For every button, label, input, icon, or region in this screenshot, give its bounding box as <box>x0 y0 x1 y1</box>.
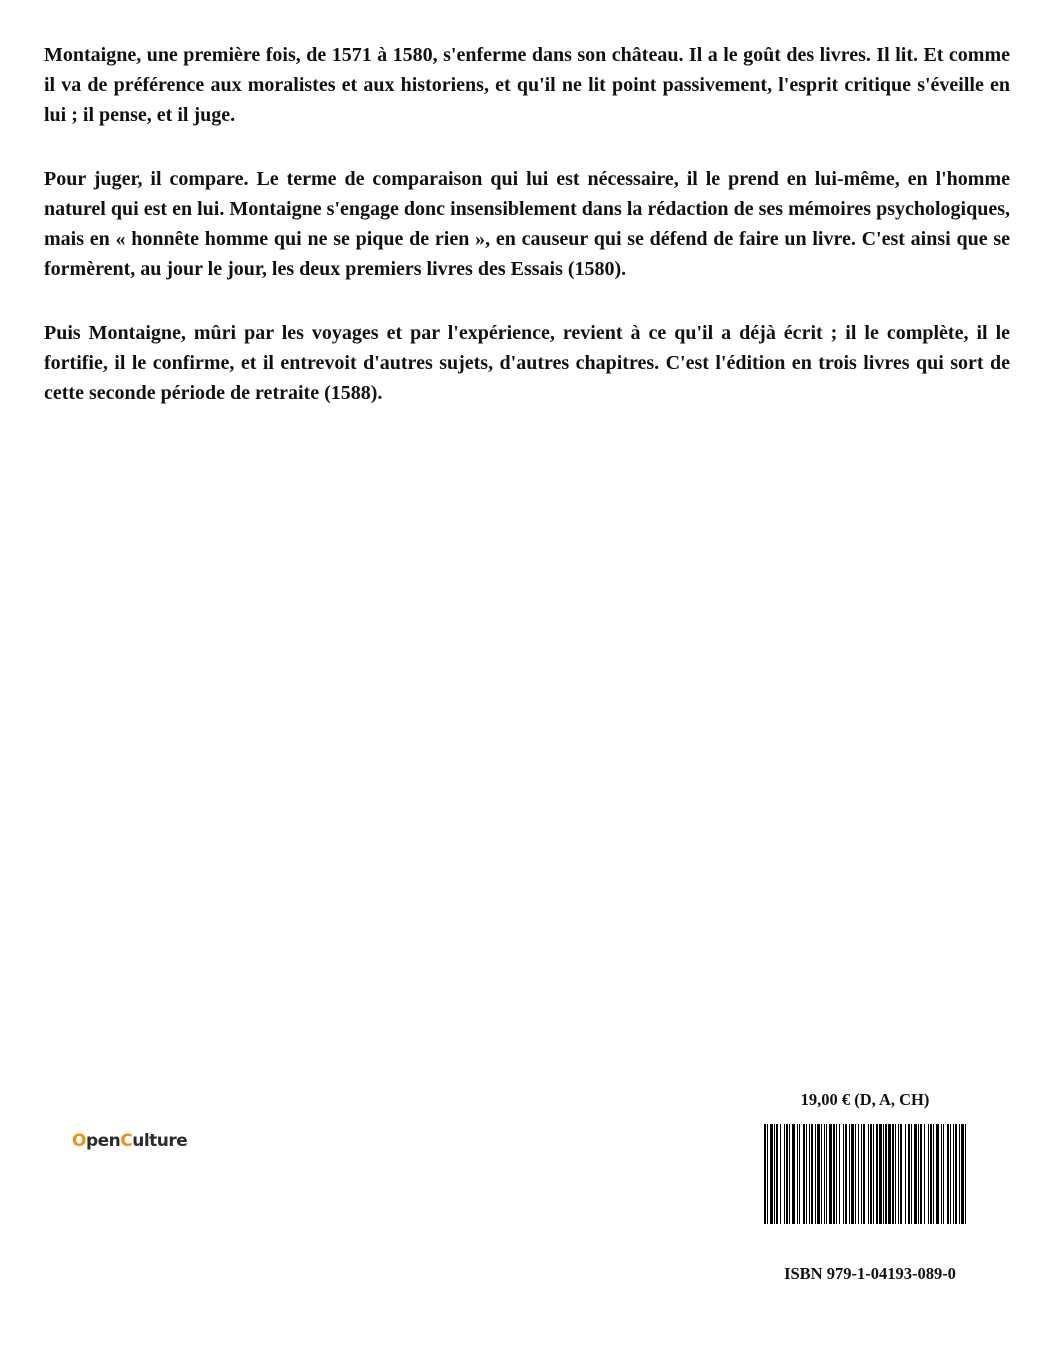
barcode-bar <box>858 1124 859 1224</box>
barcode-bar <box>914 1124 917 1224</box>
barcode-bar <box>885 1124 887 1224</box>
publisher-logo <box>72 1131 187 1151</box>
barcode-bar <box>786 1124 788 1224</box>
barcode-bar <box>943 1124 944 1224</box>
barcode-bar <box>918 1124 919 1224</box>
barcode-bar <box>849 1124 850 1224</box>
barcode-bar <box>803 1124 805 1224</box>
barcode-bar <box>806 1124 807 1224</box>
barcode-bar <box>953 1124 954 1224</box>
barcode-bar <box>767 1124 768 1224</box>
back-cover-text <box>44 40 1010 442</box>
barcode-bar <box>780 1124 781 1224</box>
barcode-bar <box>789 1124 790 1224</box>
barcode-bar <box>898 1124 899 1224</box>
logo-accent-c: C <box>120 1131 133 1151</box>
barcode-bar <box>821 1124 822 1224</box>
barcode-bar <box>836 1124 837 1224</box>
barcode-bar <box>883 1124 884 1224</box>
barcode-bar <box>764 1124 766 1224</box>
barcode-bar <box>868 1124 869 1224</box>
barcode-bar <box>799 1124 800 1224</box>
barcode-bar <box>811 1124 813 1224</box>
barcode-bar <box>959 1124 960 1224</box>
logo-accent-o: O <box>72 1131 86 1151</box>
barcode-bar <box>809 1124 810 1224</box>
barcode-bar <box>870 1124 872 1224</box>
barcode-bar <box>947 1124 949 1224</box>
barcode-bar <box>876 1124 878 1224</box>
barcode-bar <box>936 1124 939 1224</box>
barcode-bar <box>933 1124 934 1224</box>
barcode-bar <box>776 1124 778 1224</box>
barcode-bar <box>930 1124 932 1224</box>
barcode-bar <box>770 1124 773 1224</box>
barcode-bar <box>908 1124 910 1224</box>
barcode-bar <box>855 1124 856 1224</box>
barcode-bar <box>965 1124 966 1224</box>
paragraph-2: Pour juger, il compare. Le terme de comparaison qui lui est nécessaire, il le prend en lui-même, en l'homme naturel qui est en lui. Montaigne s'engage donc insensiblement dans la rédaction de ses mémoires psychologiques, mais en « honnête homme qui ne se pique de rien », en causeur qui se défend de faire un livre. C'est ainsi que se formèrent, au jour le jour, les deux premiers livres des Essais (1580). <box>44 168 1010 280</box>
barcode-bar <box>843 1124 844 1224</box>
paragraph-1: Montaigne, une première fois, de 1571 à 1580, s'enferme dans son château. Il a le goût des livres. Il lit. Et comme il va de préférence aux moralistes et aux historiens, et qu'il ne lit point passivement, l'esprit critique s'éveille en lui ; il pense, et il juge. <box>44 44 1010 126</box>
barcode-bar <box>797 1124 798 1224</box>
isbn-label: ISBN 979-1-04193-089-0 <box>784 1264 956 1283</box>
barcode-bar <box>829 1124 832 1224</box>
barcode-bar <box>941 1124 942 1224</box>
logo-text-pen: pen <box>85 1131 121 1151</box>
barcode-bar <box>792 1124 795 1224</box>
barcode-bar <box>815 1124 816 1224</box>
barcode-bar <box>950 1124 951 1224</box>
barcode-bar <box>873 1124 874 1224</box>
barcode-bar <box>784 1124 785 1224</box>
barcode-bar <box>895 1124 896 1224</box>
paragraph-3: Puis Montaigne, mûri par les voyages et par l'expérience, revient à ce qu'il a déjà écrit ; il le complète, il le fortifie, il le confirme, et il entrevoit d'autres sujets, d'autres chapitres. C'est l'édition en trois livres qui sort de cette seconde période de retraite (1588). <box>44 322 1010 404</box>
barcode-bar <box>924 1124 925 1224</box>
barcode <box>764 1124 966 1224</box>
barcode-bar <box>892 1124 894 1224</box>
barcode-bar <box>824 1124 825 1224</box>
barcode-bar <box>817 1124 820 1224</box>
barcode-bar <box>888 1124 891 1224</box>
barcode-bar <box>879 1124 882 1224</box>
barcode-bar <box>911 1124 912 1224</box>
barcode-bar <box>845 1124 847 1224</box>
barcode-bar <box>900 1124 902 1224</box>
barcode-bar <box>851 1124 854 1224</box>
barcode-bar <box>955 1124 957 1224</box>
barcode-bar <box>920 1124 922 1224</box>
barcode-bar <box>839 1124 840 1224</box>
barcode-bar <box>905 1124 906 1224</box>
barcode-bar <box>826 1124 827 1224</box>
barcode-bar <box>928 1124 929 1224</box>
barcode-bar <box>774 1124 775 1224</box>
barcode-bar <box>861 1124 862 1224</box>
price-label: 19,00 € (D, A, CH) <box>800 1090 930 1109</box>
barcode-bar <box>863 1124 865 1224</box>
barcode-bar <box>833 1124 835 1224</box>
barcode-bar <box>961 1124 964 1224</box>
logo-text-ulture: ulture <box>132 1131 188 1151</box>
